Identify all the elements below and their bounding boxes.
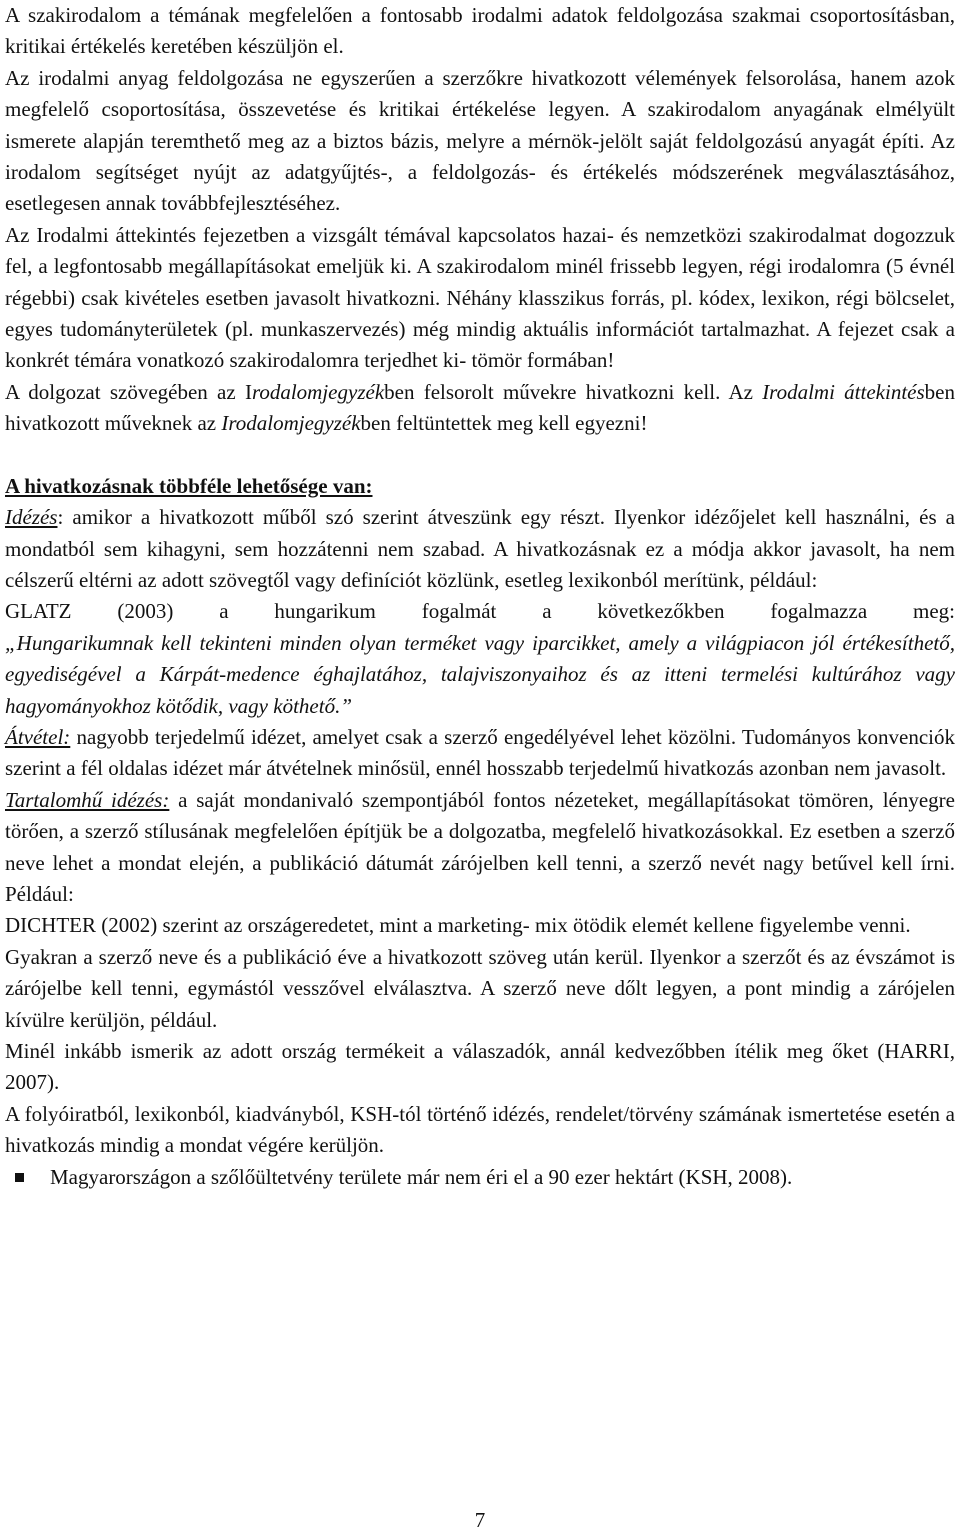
text-run: A dolgozat szövegében az I: [5, 379, 252, 404]
paragraph-source-at-end: A folyóiratból, lexikonból, kiadványból, KSH-tól történő idézés, rendelet/törvény számának ismertetése esetén a hivatkozás mindig a mondat végére kerüljön.: [5, 1101, 955, 1158]
section-heading: A hivatkozásnak többféle lehetősége van:: [5, 473, 373, 498]
text-run: ben felsorolt művekre hivatkozni kell. Az: [384, 379, 763, 404]
example-dichter: DICHTER (2002) szerint az országeredetet, mint a marketing- mix ötödik elemét kellene figyelembe venni.: [5, 913, 911, 938]
term-quotation: Idézés: [5, 505, 58, 530]
italic-run: rodalomjegyzék: [251, 379, 385, 404]
bullet-list: [5, 1162, 955, 1193]
italic-run: Irodalmi áttekintés: [762, 379, 925, 404]
page-number: 7: [474, 1508, 486, 1532]
paragraph-transfer: [5, 722, 955, 785]
document-page: [5, 0, 955, 1193]
paragraph-intro: A szakirodalom a témának megfelelően a fontosabb irodalmi adatok feldolgozása szakmai csoportosításban, kritikai értékelés keretében készüljön el.: [5, 3, 955, 59]
example-quote-hungarikum: „Hungarikumnak kell tekinteni minden olyan terméket vagy iparcikket, amely a világpiacon jól értékesíthető, egyediségével a Kárpát-medence éghajlatához, talajviszonyaihoz és az itteni termelési kultúrához vagy hagyományokhoz kötődik, vagy köthető.”: [5, 630, 955, 718]
example-harri: Minél inkább ismerik az adott ország termékeit a válaszadók, annál kedvezőbben ítélik meg őket (HARRI, 2007).: [5, 1039, 955, 1095]
term-faithful-quotation: Tartalomhű idézés:: [5, 787, 170, 812]
text-run: ben hivatkozott műveknek az: [5, 379, 955, 436]
text-run: nagyobb terjedelmű idézet, amelyet csak a szerző engedélyével lehet közölni. Tudományos konvenciók szerint a fél oldalas idézet már átvételnek minősül, ennél hosszabb terjedelmű hivatkozás azonban nem javasolt.: [5, 724, 955, 781]
blank-line: [5, 440, 955, 471]
paragraph-bibliography-reference: [5, 377, 955, 440]
paragraph-quotation: [5, 502, 955, 596]
text-run: a saját mondanivaló szempontjából fontos nézeteket, megállapításokat tömören, lényegre törően, a szerző stílusának megfelelően építjük be a dolgozatba, megfelelő hivatkozásokkal. Ez esetben a szerző neve lehet a mondat elején, a publikáció dátumát zárójelben kell tenni, a szerző nevét nagy betűvel kell írni. Például:: [5, 787, 955, 906]
paragraph-literature-review: Az Irodalmi áttekintés fejezetben a vizsgált témával kapcsolatos hazai- és nemzetközi szakirodalmat dogozzuk fel, a legfontosabb megállapításokat emeljük ki. A szakirodalom minél frissebb legyen, régi irodalomra (5 évnél régebbi) csak kivételes esetben javasolt hivatkozni. Néhány klasszikus forrás, pl. kódex, lexikon, régi bölcselet, egyes tudományterületek (pl. munkaszervezés) még mindig aktuális információt tartalmazhat. A fejezet csak a konkrét témára vonatkozó szakirodalomra terjedhet ki- tömör formában!: [5, 222, 955, 373]
list-item: [5, 1162, 955, 1193]
paragraph-faithful-quotation: [5, 785, 955, 911]
paragraph-literature-processing: Az irodalmi anyag feldolgozása ne egyszerűen a szerzőkre hivatkozott vélemények felsorolása, hanem azok megfelelő csoportosítása, összevetése és kritikai értékelése legyen. A szakirodalom anyagának elmélyült ismerete alapján teremthető meg az a biztos bázis, melyre a mérnök-jelölt saját feldolgozású anyagát építi. Az irodalom segítséget nyújt az adatgyűjtés-, a feldolgozás- és értékelés módszerének megválasztásához, esetlegesen annak továbbfejlesztéséhez.: [5, 65, 955, 216]
square-bullet-icon: [15, 1173, 24, 1182]
term-transfer: Átvétel:: [5, 724, 71, 749]
text-run: : amikor a hivatkozott műből szó szerint átveszünk egy részt. Ilyenkor idézőjelet kell használni, és a mondatból sem kihagyni, sem hozzátenni nem szabad. A hivatkozásnak ez a módja akkor javasolt, ha nem célszerű eltérni az adott szövegtől vagy definíciót közlünk, esetleg lexikonból merítünk, például:: [5, 505, 955, 592]
example-intro-glatz: GLATZ (2003) a hungarikum fogalmát a következőkben fogalmazza meg:: [5, 599, 955, 624]
bullet-text: Magyarországon a szőlőültetvény területe már nem éri el a 90 ezer hektárt (KSH, 2008).: [50, 1164, 793, 1189]
italic-run: Irodalomjegyzék: [221, 411, 361, 436]
text-run: ben feltüntettek meg kell egyezni!: [360, 411, 648, 436]
paragraph-author-after-text: Gyakran a szerző neve és a publikáció éve a hivatkozott szöveg után kerül. Ilyenkor a szerzőt és az évszámot is zárójelbe kell tenni, egymástól vesszővel elválasztva. A szerző neve dőlt legyen, a pont mindig a zárójelen kívülre kerüljön, például.: [5, 944, 955, 1032]
